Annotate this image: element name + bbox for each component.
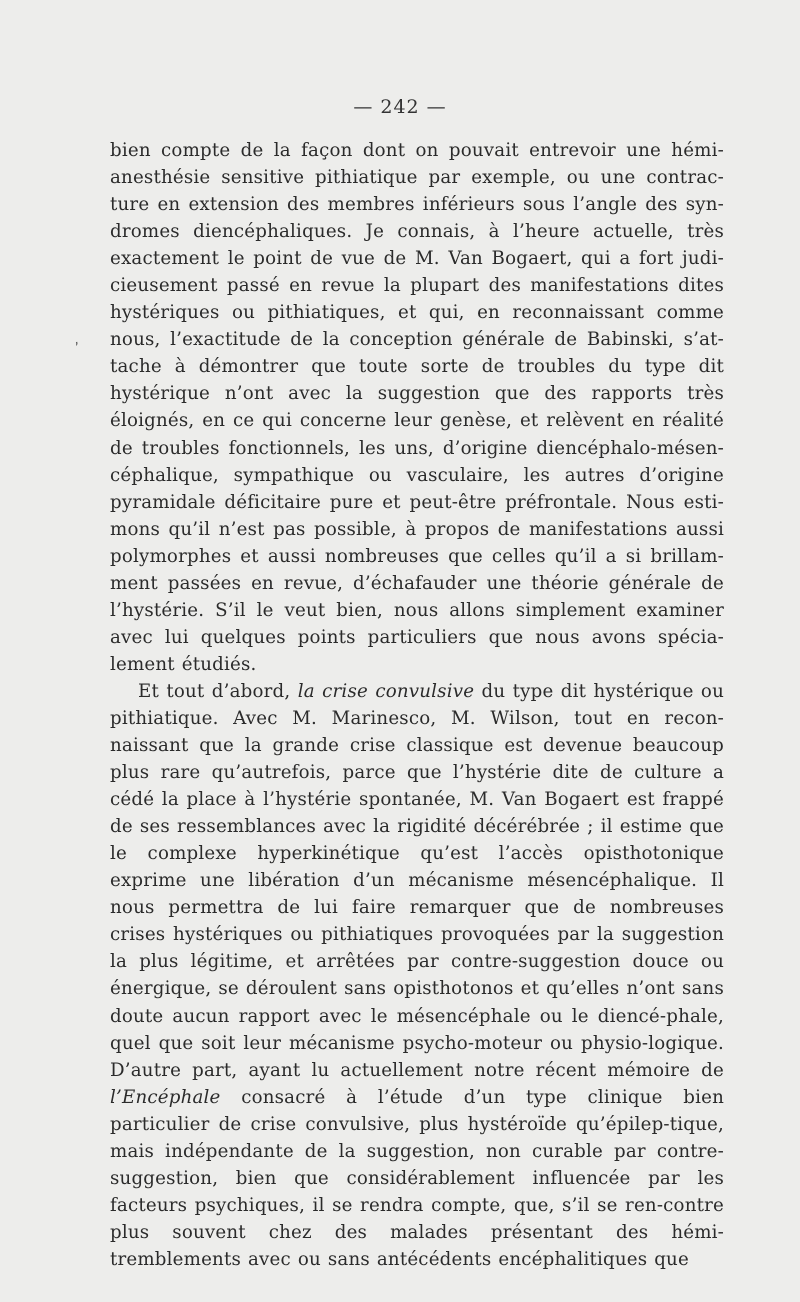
body-text [110, 137, 724, 1273]
paragraph-2-start: Et tout d’abord, [138, 680, 298, 702]
page-number: — 242 — [353, 96, 447, 118]
italic-title-encephale: l’Encéphale [110, 1086, 221, 1108]
italic-term-crise-convulsive: la crise convulsive [297, 680, 475, 702]
margin-pencil-mark: ’ [73, 339, 84, 357]
paragraph-2 [110, 678, 724, 1273]
paragraph-1: bien compte de la façon dont on pouvait entrevoir une hémi-anesthésie sensitive pithiatique par exemple, ou une contrac-ture en extension des membres inférieurs sous l’angle des syn-dromes diencéphaliques. Je connais, à l’heure actuelle, très exactement le point de vue de M. Van Bogaert, qui a fort judi-cieusement passé en revue la plupart des manifestations dites hystériques ou pithiatiques, et qui, en reconnaissant comme nous, l’exactitude de la conception générale de Babinski, s’at-tache à démontrer que toute sorte de troubles du type dit hystérique n’ont avec la suggestion que des rapports très éloignés, en ce qui concerne leur genèse, et relèvent en réalité de troubles fonctionnels, les uns, d’origine diencéphalo-mésen-céphalique, sympathique ou vasculaire, les autres d’origine pyramidale déficitaire pure et peut-être préfrontale. Nous esti-mons qu’il n’est pas possible, à propos de manifestations aussi polymorphes et aussi nombreuses que celles qu’il a si brillam-ment passées en revue, d’échafauder une théorie générale de l’hystérie. S’il le veut bien, nous allons simplement examiner avec lui quelques points particuliers que nous avons spécia-lement étudiés. [110, 140, 724, 675]
paragraph-2-end: consacré à l’étude d’un type clinique bien particulier de crise convulsive, plus hystéroïde qu’épilep-tique, mais indépendante de la suggestion, non curable par contre-suggestion, bien que considérablement influencée par les facteurs psychiques, il se rendra compte, que, s’il se ren-contre plus souvent chez des malades présentant des hémi-tremblements avec ou sans antécédents encéphalitiques que [110, 1086, 724, 1270]
paragraph-2-middle: du type dit hystérique ou pithiatique. Avec M. Marinesco, M. Wilson, tout en recon-naissant que la grande crise classique est devenue beaucoup plus rare qu’autrefois, parce que l’hystérie dite de culture a cédé la place à l’hystérie spontanée, M. Van Bogaert est frappé de ses ressemblances avec la rigidité décérébrée ; il estime que le complexe hyperkinétique qu’est l’accès opisthotonique exprime une libération d’un mécanisme mésencéphalique. Il nous permettra de lui faire remarquer que de nombreuses crises hystériques ou pithiatiques provoquées par la suggestion la plus légitime, et arrêtées par contre-suggestion douce ou énergique, se déroulent sans opisthotonos et qu’elles n’ont sans doute aucun rapport avec le mésencéphale ou le diencé-phale, quel que soit leur mécanisme psycho-moteur ou physio-logique. D’autre part, ayant lu actuellement notre récent mémoire de [110, 680, 724, 1081]
